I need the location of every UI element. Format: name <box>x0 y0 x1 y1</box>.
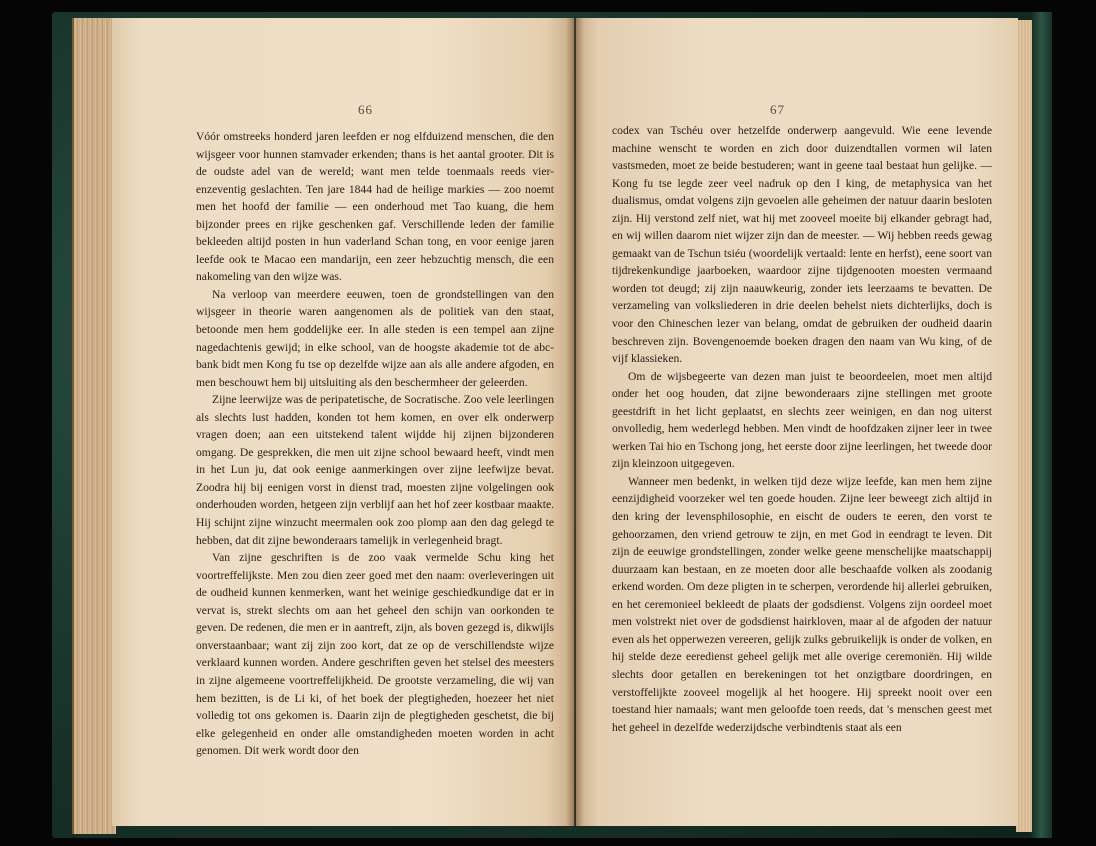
paragraph: Wanneer men bedenkt, in welken tijd deze wijze leefde, kan men hem zijne eenzijdigheid voorzeker wel ten goede houden. Zijne leer beweegt zich altijd in den kring der levensphilosophie, en eischt de ouders te eeren, den vorst te gehoorzamen, den vriend getrouw te zijn, en met God in eendragt te leven. Dit zijn de eeuwige grondstellingen, zonder welke geene menschelijke maatschappij duurzaam kan bestaan, en ze moeten door alle beschaafde volken als zoodanig erkend worden. Om deze pligten in te scherpen, verordende hij allerlei gebruiken, en het ceremonieel bekleedt de plaats der godsdienst. Volgens zijn oordeel moet men volstrekt niet over de godsdienst hairkloven, maar al de afgoden der natuur even als het opperwezen vereeren, gelijk zulks gebruikelijk is onder de volken, en hij stelde deze eeredienst geheel gelijk met alle overige ceremoniën. Hij wilde slechts door getallen en berekeningen tot het onzigtbare doordringen, en verstoffelijkte zooveel mogelijk al het hoogere. Hij spreekt nooit over een toestand hier namaals; want men geloofde toen reeds, dat 's menschen geest met het geheel in dezelfde wederzijdsche verbindtenis staat als een <box>612 474 992 734</box>
book-gutter <box>566 18 584 826</box>
book-cover-spine-edge <box>1030 12 1052 838</box>
paragraph: Na verloop van meerdere eeuwen, toen de grondstellingen van den wijsgeer in theorie waren aangenomen als de politiek van den staat, betoonde men hem goddelijke eer. In alle steden is een tempel aan zijne nagedachtenis gewijd; in elke school, van de hoogste akademie tot de abc-bank bidt men Kong fu tse op dezelfde wijze aan als alle andere afgoden, en men beschouwt hem bij uitsluiting als den beschermheer der geleerden. <box>196 287 554 389</box>
page-number-right: 67 <box>770 102 785 117</box>
paragraph: Van zijne geschriften is de zoo vaak vermelde Schu king het voortreffelijkste. Men zou dien zeer goed met den naam: overleveringen uit de oudheid kunnen kenmerken, want het weinige geschiedkundige dat er in vervat is, strekt slechts om aan het geheel den schijn van oorkonden te geven. De redenen, die men er in aantreft, zijn, als boven gezegd is, dikwijls onverstaanbaar; want zij zijn zoo kort, dat ze op de verschillendste wijze verklaard kunnen worden. Andere geschriften geven het stelsel des meesters in zijne algemeene voortreffelijkheid. De grootste verzameling, die wij van hem bezitten, is de Li ki, of het boek der plegtigheden, hoezeer het niet volledig tot ons gekomen is. Daarin zijn de plegtigheden geschetst, die bij elke gelegenheid en onder alle omstandigheden moeten worden in acht genomen. Dit werk wordt door den <box>196 551 554 758</box>
right-page-text <box>612 122 992 736</box>
page-number-left: 66 <box>358 102 373 117</box>
page-edges-left <box>72 18 116 834</box>
paragraph: Vóór omstreeks honderd jaren leefden er nog elfduizend menschen, die den wijsgeer voor hunnen stamvader erkenden; thans is het aantal grooter. Dit is de oudste adel van de wereld; want men telde toenmaals reeds vier-enzeventig geslachten. Ten jare 1844 had de heilige markies — zoo noemt men het hoofd der familie — een onderhoud met Tao kuang, die hem bijzonder prees en rijke geschenken gaf. Verschillende leden der familie bekleeden altijd posten in hun vaderland Schan tong, en voor eenige jaren leefde ook te Macao een mandarijn, een zeer hebzuchtig mensch, die een nakomeling van den wijze was. <box>196 130 554 284</box>
left-page <box>112 18 574 826</box>
paragraph: Om de wijsbegeerte van dezen man juist te beoordeelen, moet men altijd onder het oog houden, dat zijne bewonderaars zijne stellingen met groote geestdrift in het licht geplaatst, en slechts zeer weinigen, en dan nog uiterst onvolledig, hem wederlegd hebben. Men vindt de hoofdzaken zijner leer in twee werken Tai hio en Tschong jong, het eerste door zijne leerlingen, het tweede door zijn kleinzoon uitgegeven. <box>612 369 992 471</box>
paragraph: codex van Tschéu over hetzelfde onderwerp aangevuld. Wie eene levende machine wenscht te worden en zich door duizendtallen vormen wil laten vastsmeden, moet ze beide bestuderen; want in geene taal bestaat hun gelijke. — Kong fu tse legde zeer veel nadruk op den I king, de metaphysica van het dualismus, omdat volgens zijn gevoelen alle geheimen der natuur daarin besloten zijn. Hij verstond zelf niet, wat hij met zooveel moeite bij elkander gebragt had, en wij willen daarom niet wijzer zijn dan de meester. — Wij hebben reeds gewag gemaakt van de Tschun tsiéu (woordelijk vertaald: lente en herfst), eene soort van tijdrekenkundige jaarboeken, waardoor zijne tijdgenooten moesten vermaand worden tot deugd; zij zijn naauwkeurig, zonder iets leerzaams te bevatten. De verzameling van volksliederen in drie deelen behelst niets dichterlijks, doch is voor den Chineschen lezer van belang, omdat de gebruiken der oudheid daarin beschreven zijn. Bovengenoemde boeken dragen den naam van Wu king, of de vijf klassieken. <box>612 124 992 366</box>
left-page-text <box>196 128 554 760</box>
paragraph: Zijne leerwijze was de peripatetische, de Socratische. Zoo vele leerlingen als slechts lust hadden, konden tot hem komen, en over elk onderwerp vragen doen; aan een uitstekend talent wijdde hij zijnen bijzonderen omgang. De gesprekken, die men uit zijne school bewaard heeft, vindt men in het Lun ju, dat ook eenige aanmerkingen over zijne leefwijze bevat. Zoodra hij bij eenigen vorst in dienst trad, moesten zijne volgelingen ook onderhouden worden, hetgeen zijn verblijf aan het hof zeer kostbaar maakte. Hij schijnt zijne winzucht meermalen ook zoo plomp aan den dag gelegd te hebben, dat dit zijne bewonderaars tamelijk in verlegenheid bragt. <box>196 393 554 547</box>
page-edges-right <box>1016 20 1032 832</box>
right-page <box>576 18 1018 826</box>
